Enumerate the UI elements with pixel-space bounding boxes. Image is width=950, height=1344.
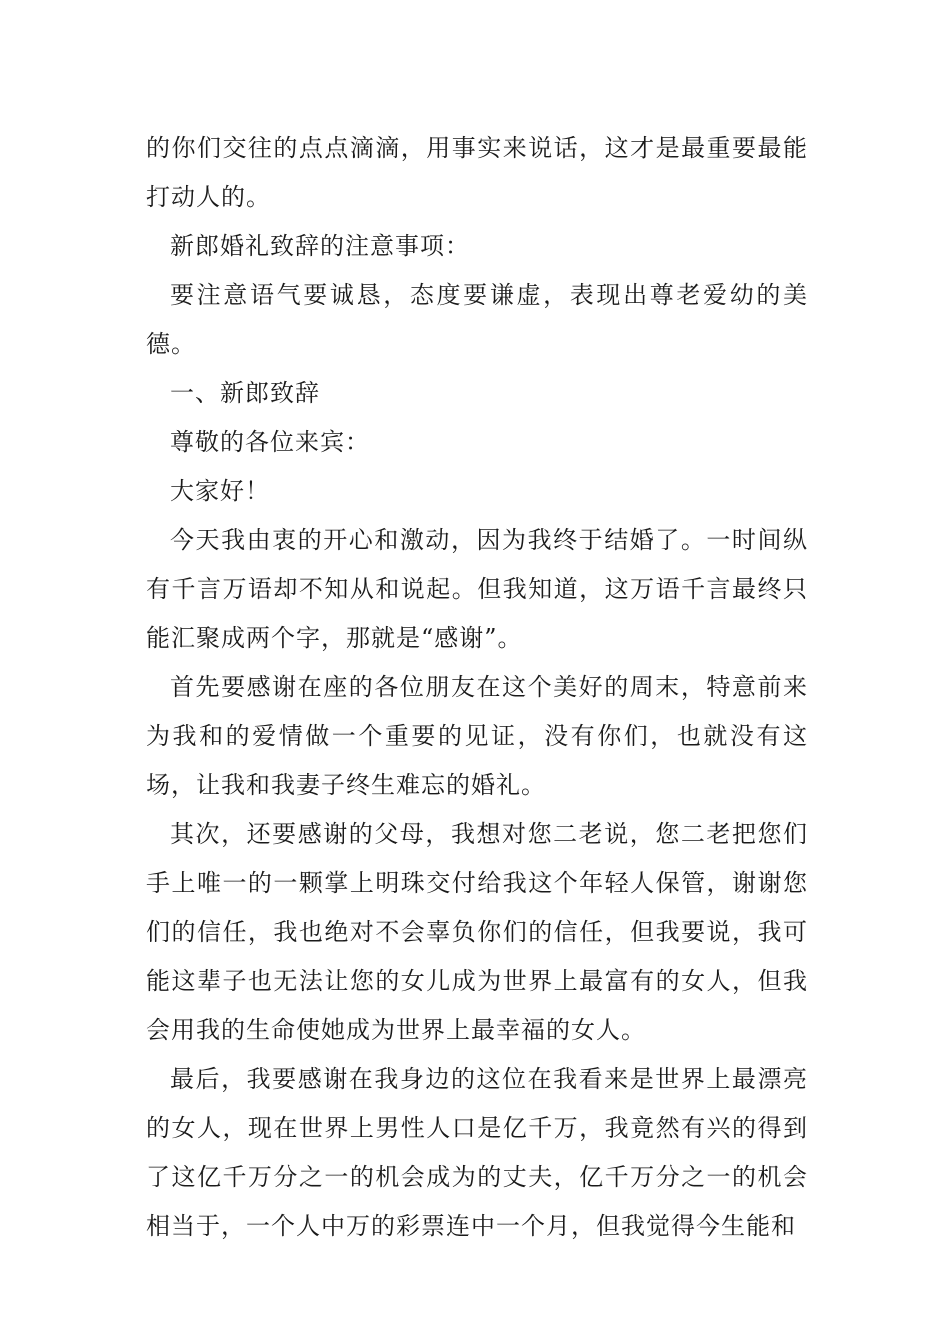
paragraph: 最后，我要感谢在我身边的这位在我看来是世界上最漂亮的女人，现在世界上男性人口是亿千万，我竟然有兴的得到了这亿千万分之一的机会成为的丈夫，亿千万分之一的机会相当于，一个人中万的彩票连中一个月，但我觉得今生能和 [146,1065,808,1240]
greeting: 大家好！ [170,477,270,505]
section-heading: 一、新郎致辞 [170,379,320,407]
paragraph: 其次，还要感谢的父母，我想对您二老说，您二老把您们手上唯一的一颗掌上明珠交付给我这个年轻人保管，谢谢您们的信任，我也绝对不会辜负你们的信任，但我要说，我可能这辈子也无法让您的女儿成为世界上最富有的女人，但我会用我的生命使她成为世界上最幸福的女人。 [146,820,808,1044]
paragraph: 的你们交往的点点滴滴，用事实来说话，这才是最重要最能打动人的。 [146,134,808,211]
section-heading: 新郎婚礼致辞的注意事项： [170,232,470,260]
salutation: 尊敬的各位来宾： [170,428,370,456]
paragraph: 今天我由衷的开心和激动，因为我终于结婚了。一时间纵有千言万语却不知从和说起。但我知道，这万语千言最终只能汇聚成两个字，那就是“感谢”。 [146,526,808,652]
paragraph: 要注意语气要诚恳，态度要谦虚，表现出尊老爱幼的美德。 [146,281,808,358]
paragraph: 首先要感谢在座的各位朋友在这个美好的周末，特意前来为我和的爱情做一个重要的见证，没有你们，也就没有这场，让我和我妻子终生难忘的婚礼。 [146,673,808,799]
document-body [146,124,808,1251]
